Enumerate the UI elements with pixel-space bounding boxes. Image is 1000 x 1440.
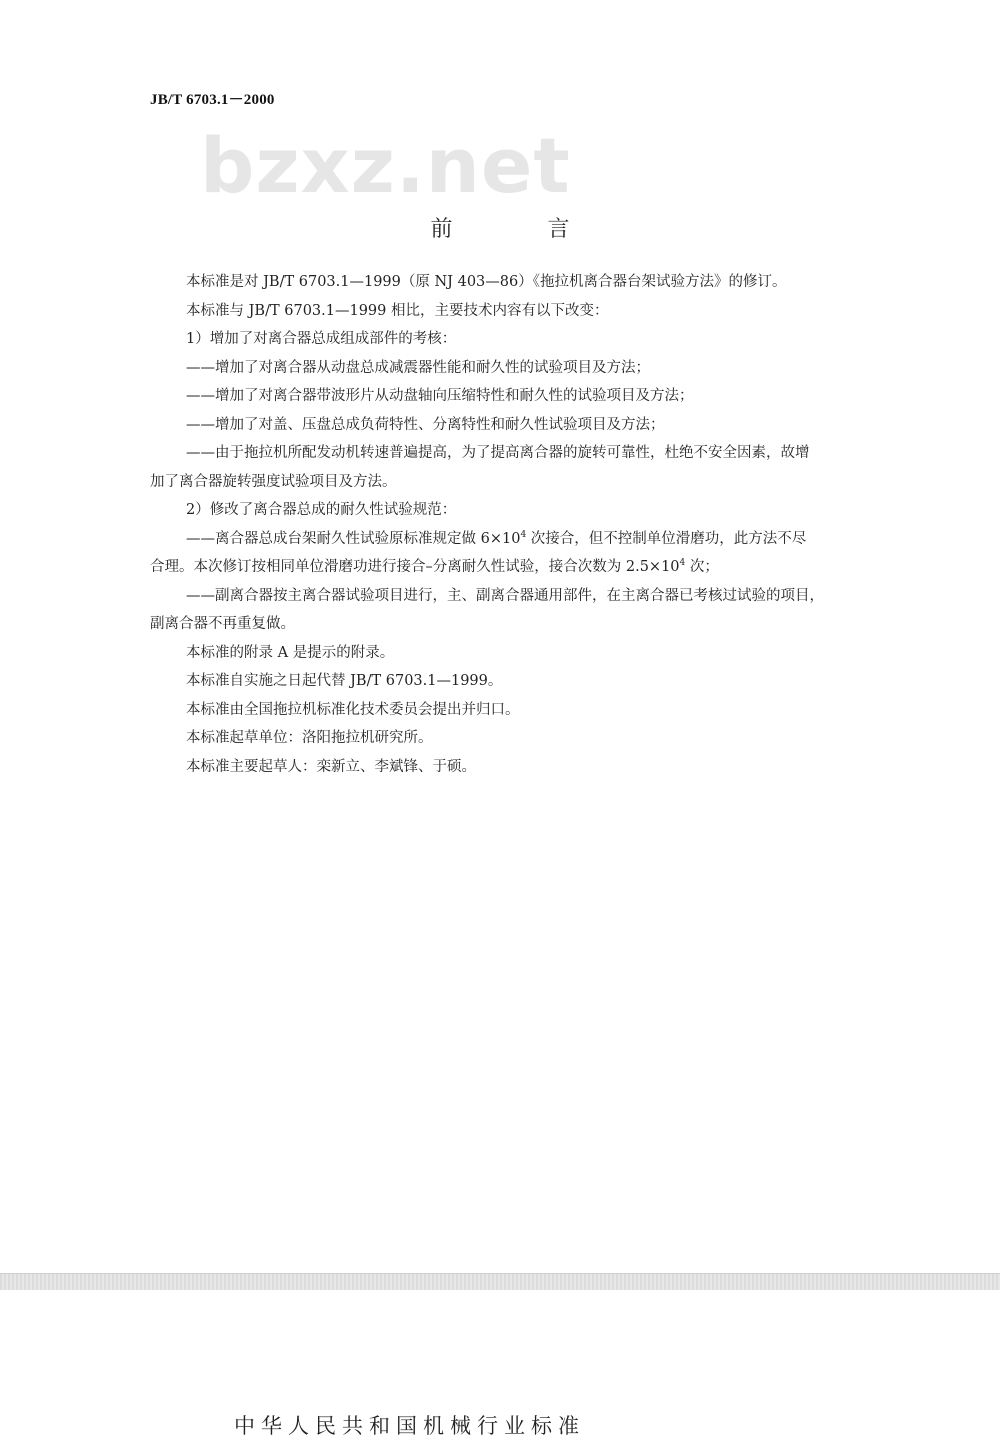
list-item-continuation: 副离合器不再重复做。 — [150, 616, 295, 632]
page-separator — [0, 1273, 1000, 1291]
page-title: 前 言 — [430, 217, 614, 242]
list-item: ——由于拖拉机所配发动机转速普遍提高，为了提高离合器的旋转可靠性，杜绝不安全因素，故增 — [186, 445, 810, 461]
text-segment: 次； — [685, 559, 719, 575]
next-page — [0, 1290, 1000, 1438]
superscript: 4 — [679, 558, 686, 568]
next-page-heading: 中华人民共和国机械行业标准 — [234, 1414, 585, 1438]
paragraph: 本标准起草单位：洛阳拖拉机研究所。 — [186, 730, 433, 746]
list-item: 1）增加了对离合器总成组成部件的考核： — [186, 331, 457, 347]
list-item — [150, 525, 885, 554]
list-item-continuation: 加了离合器旋转强度试验项目及方法。 — [150, 473, 397, 490]
list-item: ——增加了对离合器带波形片从动盘轴向压缩特性和耐久性的试验项目及方法； — [186, 388, 694, 404]
list-item: ——增加了对离合器从动盘总成减震器性能和耐久性的试验项目及方法； — [186, 359, 650, 376]
paragraph: 本标准与 JB/T 6703.1—1999 相比，主要技术内容有以下改变： — [186, 302, 609, 319]
text-segment: 合理。本次修订按相同单位滑磨功进行接合–分离耐久性试验，接合次数为 2.5×10 — [150, 559, 680, 575]
paragraph: 本标准主要起草人：栾新立、李斌锋、于硕。 — [186, 758, 476, 775]
paragraph: 本标准是对 JB/T 6703.1—1999（原 NJ 403—86）《拖拉机离合器台架试验方法》的修订。 — [186, 274, 787, 290]
list-item: ——增加了对盖、压盘总成负荷特性、分离特性和耐久性试验项目及方法； — [186, 416, 665, 433]
foreword-body — [150, 268, 885, 781]
text-segment: 次接合，但不控制单位滑磨功，此方法不尽 — [526, 530, 807, 547]
list-item: 2）修改了离合器总成的耐久性试验规范： — [186, 502, 457, 518]
paragraph: 本标准的附录 A 是提示的附录。 — [186, 644, 395, 661]
paragraph: 本标准自实施之日起代替 JB/T 6703.1—1999。 — [186, 673, 503, 689]
standard-code: JB/T 6703.1－2000 — [150, 92, 275, 108]
list-item: ——副离合器按主离合器试验项目进行，主、副离合器通用部件，在主离合器已考核过试验的项目， — [186, 587, 824, 604]
watermark: bzxz.net — [200, 121, 571, 210]
list-item-continuation — [150, 553, 885, 582]
paragraph: 本标准由全国拖拉机标准化技术委员会提出并归口。 — [186, 701, 520, 718]
text-segment: ——离合器总成台架耐久性试验原标准规定做 6×10 — [186, 530, 521, 547]
superscript: 4 — [520, 529, 527, 540]
